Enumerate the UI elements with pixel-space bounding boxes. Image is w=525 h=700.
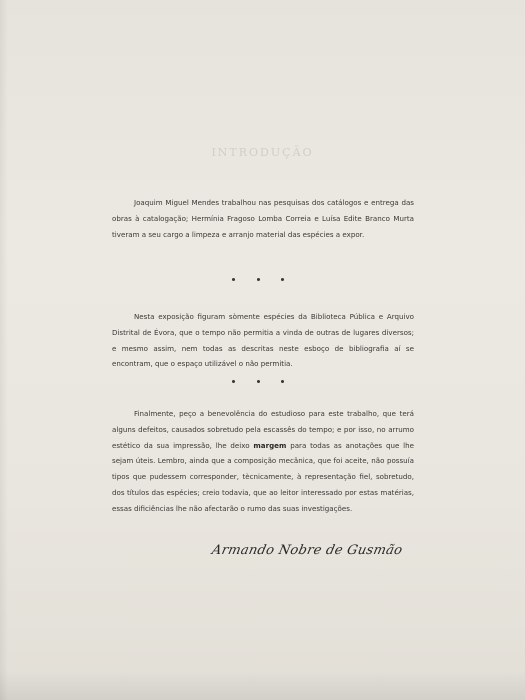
separator-dot	[257, 278, 260, 281]
separator-dot	[232, 278, 235, 281]
paragraph-credits	[112, 195, 414, 242]
paragraph-closing-text-start: Finalmente, peço a benevolência do estudioso para este trabalho, que terá alguns defeitos, causados sobretudo pela escassês do tempo; e por isso, no arrumo estético da sua impressão, lhe deixo	[112, 409, 414, 450]
separator-dot	[281, 380, 284, 383]
page-shadow-bottom	[0, 670, 525, 700]
emphasis-margem: margem	[253, 440, 287, 450]
paragraph-closing-text-end: para todas as anotações que lhe sejam úteis. Lembro, ainda que a composição mecânica, que foi aceite, não possuía tipos que pudessem corresponder, tècnicamente, à representação fiel, sobretudo, dos títulos das espécies; creio todavia, que ao leitor interessado por estas matérias, essas dificiências lhe não afectarão o rumo das suas investigações.	[112, 440, 414, 513]
separator-dot	[281, 278, 284, 281]
paragraph-closing-remarks	[112, 406, 414, 517]
section-separator	[232, 380, 284, 383]
separator-dot	[232, 380, 235, 383]
page-shadow-left	[0, 0, 8, 700]
show-through-heading: INTRODUÇÃO	[211, 146, 314, 159]
paragraph-exhibition-scope	[112, 309, 414, 372]
paragraph-credits-text: Joaquim Miguel Mendes trabalhou nas pesquisas dos catálogos e entrega das obras à catalogação; Hermínia Fragoso Lomba Correia e Luísa Edite Branco Murta tiveram a seu cargo a limpeza e arranjo material das espécies a expor.	[112, 198, 414, 239]
author-signature: Armando Nobre de Gusmão	[210, 543, 404, 558]
separator-dot	[257, 380, 260, 383]
section-separator	[232, 278, 284, 281]
paragraph-exhibition-scope-text: Nesta exposição figuram sòmente espécies da Biblioteca Pública e Arquivo Distrital de Évora, que o tempo não permitia a vinda de outras de lugares diversos; e mesmo assim, nem todas as descritas neste esboço de bibliografia aí se encontram, que o espaço utilizável o não permitia.	[112, 312, 414, 369]
